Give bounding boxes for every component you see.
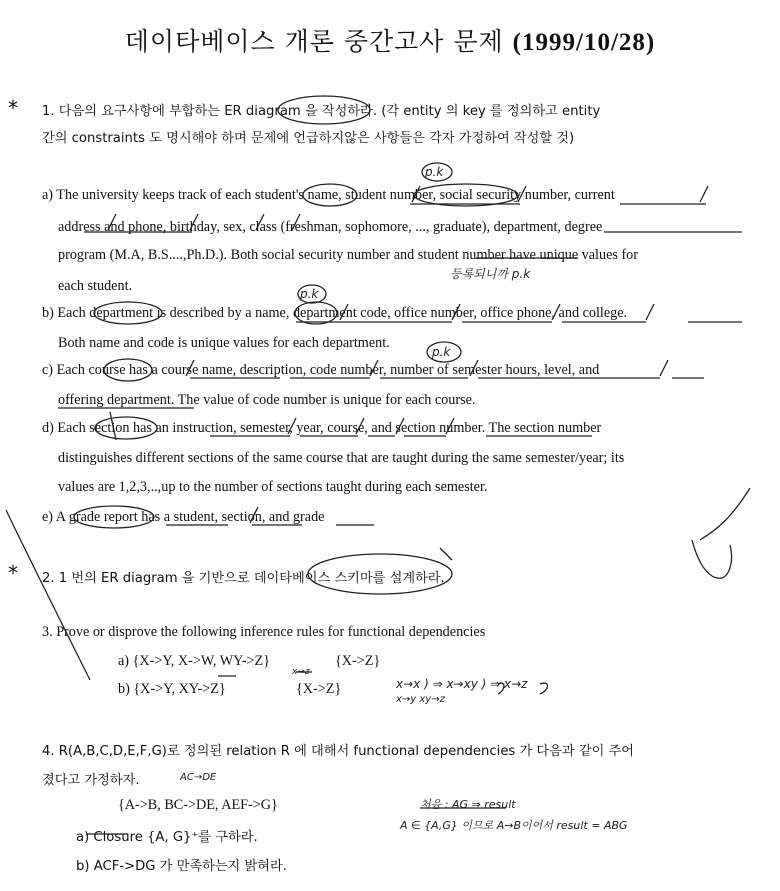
- handwritten-derivation-2: x→y xy→z: [396, 694, 445, 705]
- handwritten-duplicate-note: 등록되니까 p.k: [450, 267, 531, 281]
- title-date: (1999/10/28): [512, 29, 656, 56]
- q1d-line2: distinguishes different sections of the same course that are taught during the same semester/year; its: [58, 450, 625, 466]
- q1e-line: e) A grade report has a student, section, and grade: [42, 509, 325, 525]
- q1c-line1: c) Each course has a course name, description, code number, number of semester hours, level, and: [42, 362, 600, 378]
- q3a-rule: a) {X->Y, X->W, WY->Z}: [118, 653, 271, 669]
- q1a-line1: a) The university keeps track of each student's name, student number, social security number, current: [42, 187, 615, 203]
- q1c-line2: offering department. The value of code number is unique for each course.: [58, 392, 476, 408]
- q3-line: 3. Prove or disprove the following inference rules for functional dependencies: [42, 624, 486, 640]
- q1a-line3: program (M.A, B.S....,Ph.D.). Both social security number and student number have unique values for: [58, 247, 639, 263]
- q3a-result: {X->Z}: [335, 653, 381, 669]
- page-title: [0, 22, 780, 58]
- q2-line: 2. 1 번의 ER diagram 을 기반으로 데이타베이스 스키마를 설계하라.: [42, 571, 445, 586]
- handwritten-result-line: A ∈ {A,G} 이므로 A→B이어서 result = ABG: [400, 819, 628, 832]
- q1d-line3: values are 1,2,3,..,up to the number of sections taught during each semester.: [58, 479, 488, 495]
- handwritten-derivation: x→x ) ⇒ x→xy ) ⇒ x→z: [396, 677, 528, 691]
- q4a-line: a) Closure {A, G}⁺를 구하라.: [76, 830, 258, 845]
- title-text: 데이타베이스 개론 중간고사 문제: [124, 27, 504, 56]
- q3b-rule: b) {X->Y, XY->Z}: [118, 681, 226, 697]
- q1a-line2: address and phone, birthday, sex, class (freshman, sophomore, ..., graduate), department, degree: [58, 219, 603, 235]
- q4-line1: 4. R(A,B,C,D,E,F,G)로 정의된 relation R 에 대해서 functional dependencies 가 다음과 같이 주어: [42, 744, 634, 759]
- star-mark-q2: *: [8, 561, 18, 585]
- handwritten-pk-1: p.k: [425, 165, 444, 179]
- q1b-line1: b) Each department is described by a name, department code, office number, office phone, and college.: [42, 305, 628, 321]
- handwritten-pk-3: p.k: [432, 345, 451, 359]
- handwritten-q4-note: AC→DE: [180, 772, 217, 783]
- handwritten-small-a: x→z: [292, 667, 310, 677]
- star-mark-q1: *: [8, 96, 18, 120]
- handwritten-pk-2: p.k: [300, 287, 319, 301]
- q1b-line2: Both name and code is unique values for each department.: [58, 335, 390, 351]
- check-tick: [440, 548, 452, 560]
- q4-fd-set: {A->B, BC->DE, AEF->G}: [118, 797, 278, 813]
- handwritten-result-label: 처음 : AG ⇒ result: [420, 798, 516, 811]
- q1a-line4: each student.: [58, 278, 133, 294]
- q3b-result: {X->Z}: [296, 681, 342, 697]
- q1d-line1: d) Each section has an instruction, semester, year, course, and section number. The section number: [42, 420, 602, 436]
- q4-line2: 졌다고 가정하자.: [42, 773, 140, 788]
- q1-line2: 간의 constraints 도 명시해야 하며 문제에 언급하지않은 사항들은 각자 가정하여 작성할 것): [42, 131, 575, 146]
- q1-line1: 1. 다음의 요구사항에 부합하는 ER diagram 을 작성하라. (각 entity 의 key 를 정의하고 entity: [42, 104, 601, 119]
- q4b-line: b) ACF->DG 가 만족하는지 밝혀라.: [76, 859, 287, 874]
